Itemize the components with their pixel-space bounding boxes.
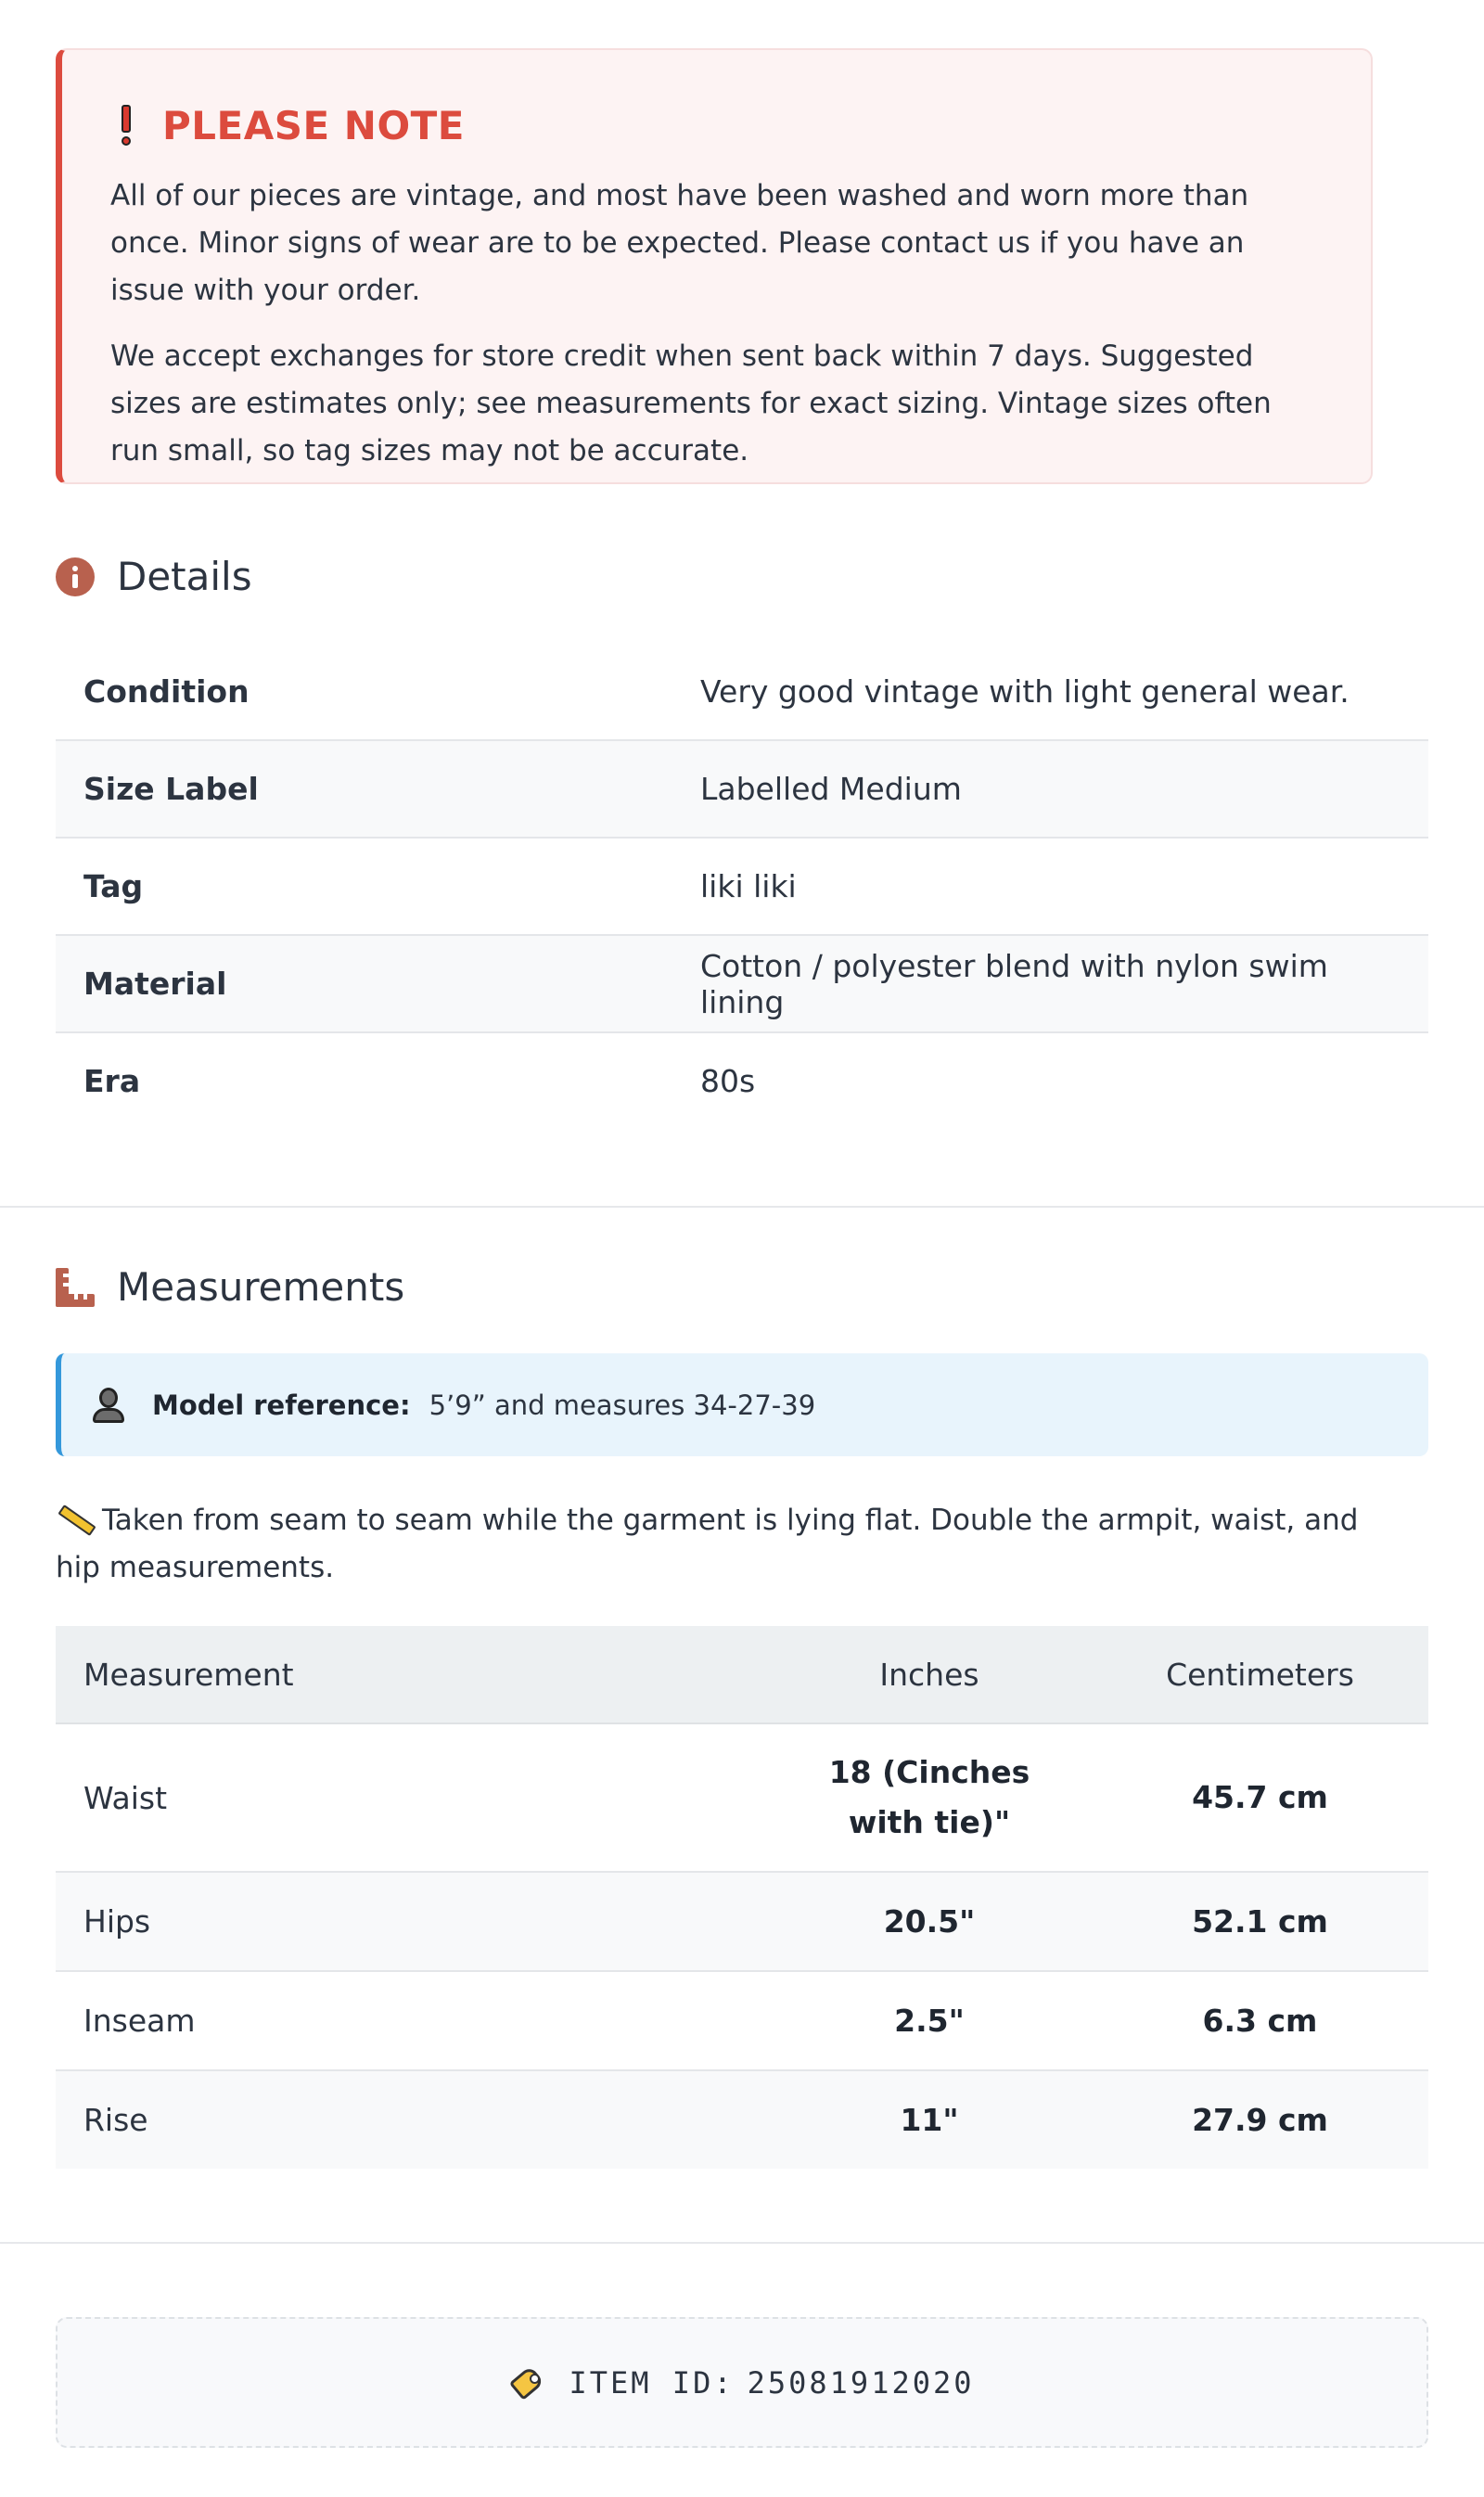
measurement-cm: 52.1 cm	[1092, 1872, 1428, 1971]
measurement-name: Inseam	[56, 1971, 767, 2070]
detail-value: Very good vintage with light general wear.	[672, 644, 1428, 740]
detail-label: Tag	[56, 838, 672, 935]
table-row	[56, 2070, 1428, 2169]
model-reference-label: Model reference:	[152, 1389, 411, 1421]
table-row	[56, 1032, 1428, 1129]
measurements-header	[56, 1264, 404, 1310]
table-row	[56, 1971, 1428, 2070]
tag-icon	[509, 2364, 546, 2401]
detail-label: Era	[83, 1063, 141, 1099]
col-centimeters: Centimeters	[1092, 1626, 1428, 1723]
measurement-cm: 27.9 cm	[1092, 2070, 1428, 2169]
measurement-inches: 18 (Cinches with tie)"	[767, 1723, 1092, 1872]
table-row	[56, 1872, 1428, 1971]
detail-value: Cotton / polyester blend with nylon swim lining	[672, 935, 1428, 1032]
col-measurement: Measurement	[56, 1626, 767, 1723]
details-table	[56, 644, 1428, 1129]
details-title: Details	[117, 554, 252, 599]
notice-header	[110, 102, 1324, 148]
section-divider	[0, 1206, 1484, 1208]
section-divider	[0, 2242, 1484, 2244]
notice-paragraph-2: We accept exchanges for store credit when sent back within 7 days. Suggested sizes are estimates only; see measurements for exact sizing. Vintage sizes often run small, so tag sizes may not be accurate.	[110, 339, 1272, 467]
measurement-cm: 45.7 cm	[1092, 1723, 1428, 1872]
info-icon	[56, 557, 95, 596]
notice-title: PLEASE NOTE	[162, 102, 465, 148]
item-id-box	[56, 2317, 1428, 2448]
measurement-inches: 11"	[767, 2070, 1092, 2169]
model-reference-box	[56, 1353, 1428, 1456]
table-row	[56, 1723, 1428, 1872]
table-header-row	[56, 1626, 1428, 1723]
person-icon	[93, 1388, 124, 1423]
measurement-note	[56, 1497, 1391, 1592]
item-id-label: ITEM ID:	[569, 2364, 735, 2401]
details-header	[56, 554, 252, 599]
measurement-name: Rise	[56, 2070, 767, 2169]
measurement-note-text: Taken from seam to seam while the garment is lying flat. Double the armpit, waist, and hip measurements.	[56, 1504, 1359, 1584]
table-row	[56, 740, 1428, 838]
item-id	[569, 2365, 974, 2401]
detail-value: Labelled Medium	[672, 740, 1428, 838]
measurement-inches: 2.5"	[767, 1971, 1092, 2070]
table-row	[56, 935, 1428, 1032]
item-id-value: 25081912020	[747, 2364, 975, 2401]
detail-label: Material	[56, 935, 672, 1032]
detail-value: 80s	[700, 1063, 756, 1099]
detail-label: Condition	[56, 644, 672, 740]
table-row	[56, 644, 1428, 740]
notice-paragraph-1: All of our pieces are vintage, and most have been washed and worn more than once. Minor signs of wear are to be expected. Please contact us if you have an issue with your order.	[110, 179, 1249, 307]
measurement-cm: 6.3 cm	[1092, 1971, 1428, 2070]
measurement-inches: 20.5"	[767, 1872, 1092, 1971]
detail-value: liki liki	[672, 838, 1428, 935]
measurements-title: Measurements	[117, 1264, 405, 1310]
model-reference-value: 5’9” and measures 34-27-39	[429, 1389, 816, 1421]
please-note-box	[56, 48, 1373, 484]
exclamation-icon	[118, 105, 136, 146]
pencil-icon	[56, 1504, 96, 1531]
detail-label: Size Label	[56, 740, 672, 838]
measurement-name: Waist	[56, 1723, 767, 1872]
col-inches: Inches	[767, 1626, 1092, 1723]
table-row	[56, 838, 1428, 935]
ruler-icon	[56, 1268, 95, 1307]
measurements-table	[56, 1626, 1428, 2169]
measurement-name: Hips	[56, 1872, 767, 1971]
